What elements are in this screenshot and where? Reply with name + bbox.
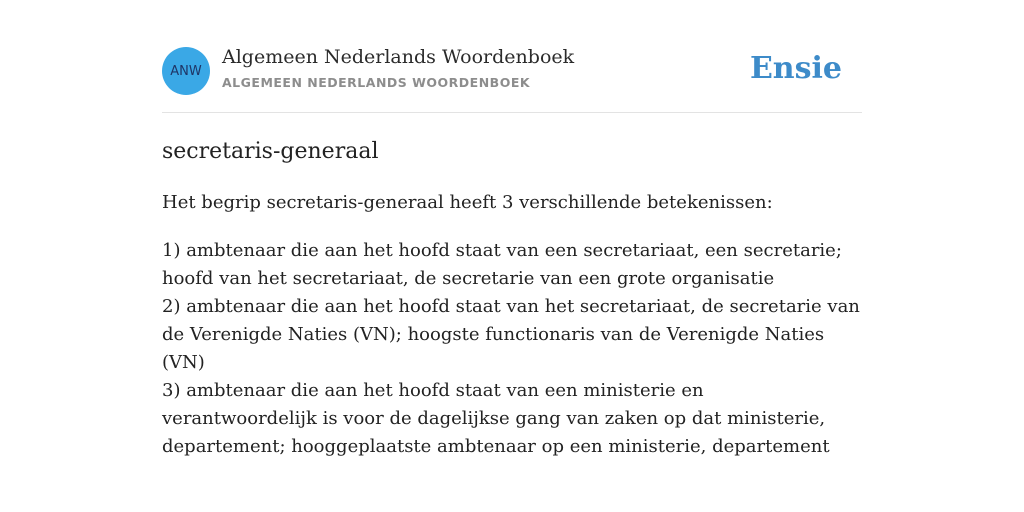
meaning-item: 3) ambtenaar die aan het hoofd staat van een ministerie en verantwoordelijk is voor de dagelijkse gang van zaken op dat ministerie, departement; hooggeplaatste ambtenaar op een ministerie, departement	[162, 380, 830, 457]
entry-term: secretaris-generaal	[162, 139, 379, 164]
source-subtitle: ALGEMEEN NEDERLANDS WOORDENBOEK	[222, 75, 531, 90]
meaning-item: 1) ambtenaar die aan het hoofd staat van een secretariaat, een secretarie; hoofd van het secretariaat, de secretarie van een grote organisatie	[162, 240, 842, 289]
ensie-brand-logo[interactable]: Ensie	[749, 51, 842, 86]
content-container	[162, 0, 862, 457]
meanings-list	[162, 237, 862, 461]
meaning-item: 2) ambtenaar die aan het hoofd staat van het secretariaat, de secretarie van de Verenigde Naties (VN); hoogste functionaris van de Verenigde Naties (VN)	[162, 296, 860, 373]
entry-intro: Het begrip secretaris-generaal heeft 3 verschillende betekenissen:	[162, 192, 773, 213]
anw-logo[interactable]: ANW	[162, 47, 210, 95]
header	[162, 0, 862, 113]
source-title[interactable]: Algemeen Nederlands Woordenboek	[222, 46, 575, 68]
